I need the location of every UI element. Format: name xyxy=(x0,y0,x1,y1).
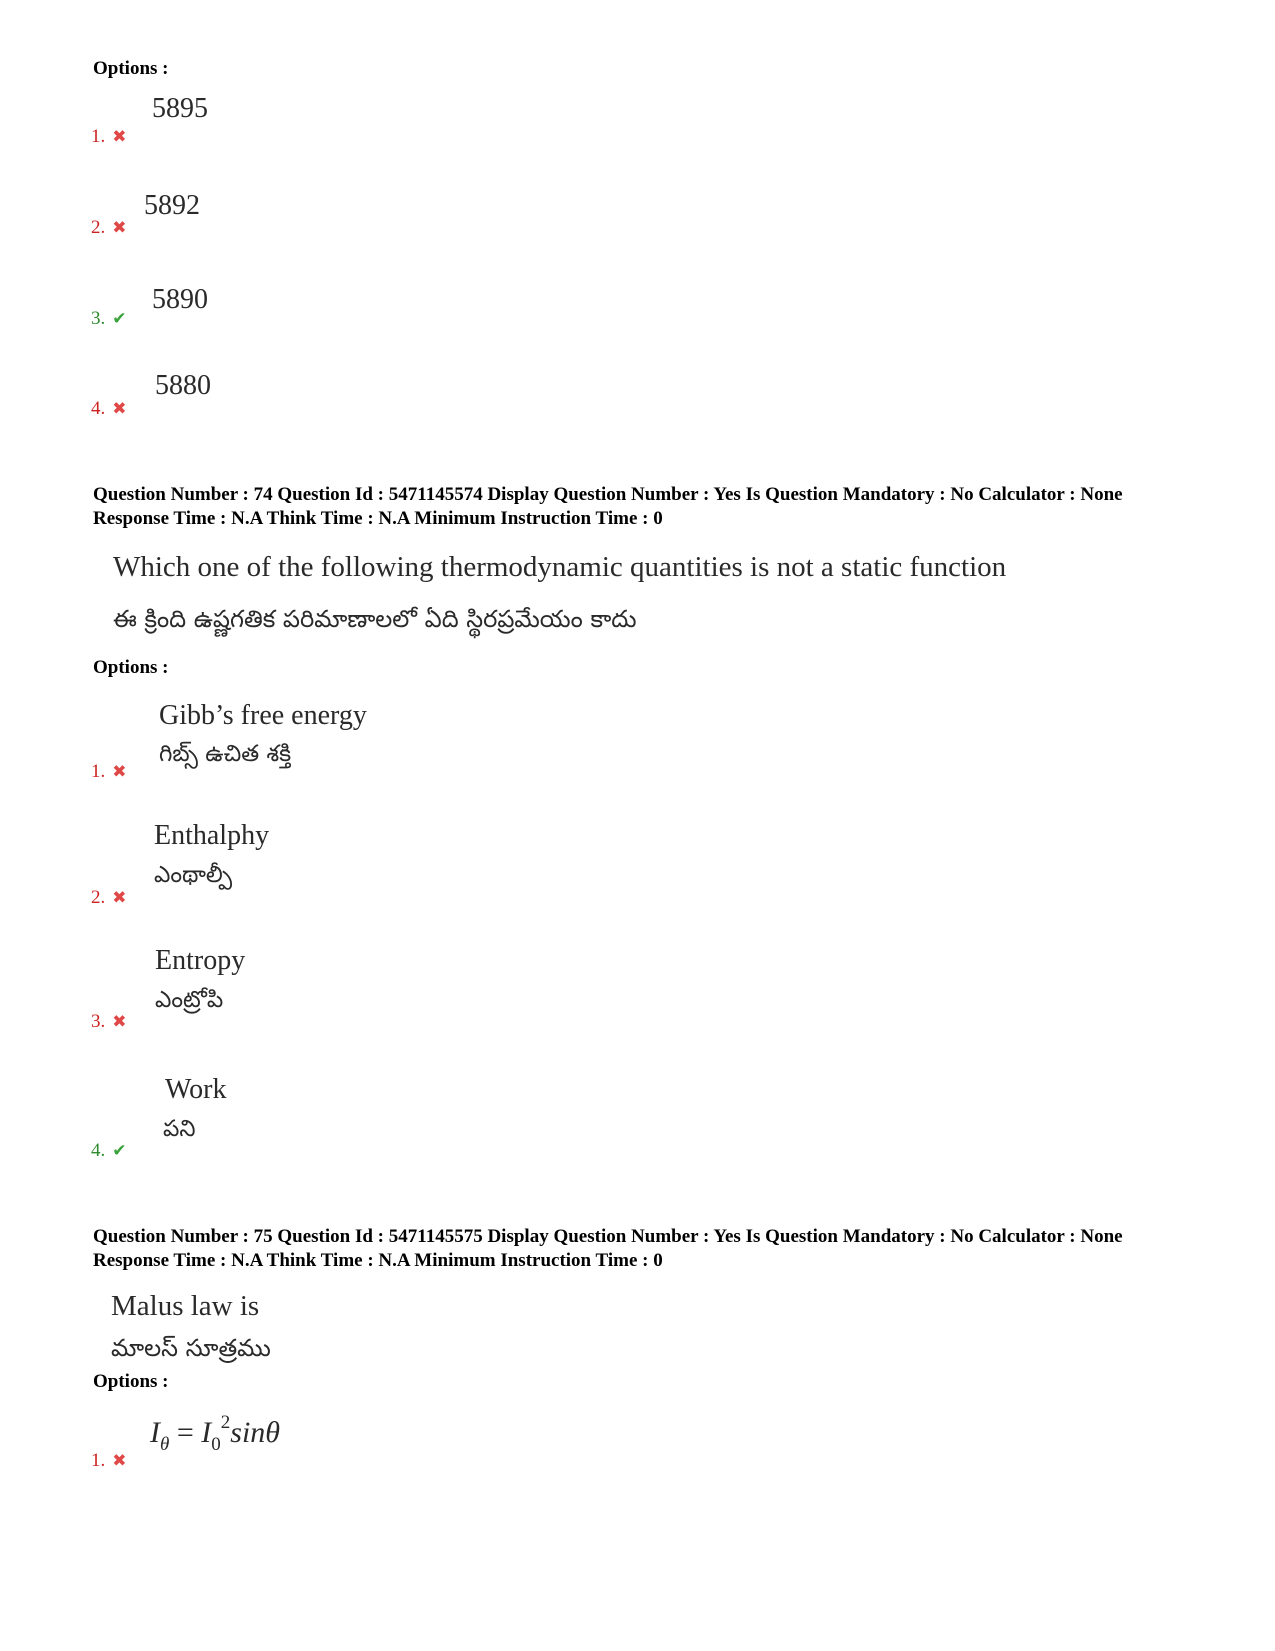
cross-icon: ✖ xyxy=(112,1012,127,1031)
q73-option-3-number: 3. ✔ xyxy=(91,308,127,329)
q75-question-telugu: మాలస్ సూత్రము xyxy=(111,1334,271,1362)
q74-metadata: Question Number : 74 Question Id : 5471145574 Display Question Number : Yes Is Question Mandatory : No Calculator : None Response Time : N.A Think Time : N.A Minimum Instruction Time : 0 xyxy=(93,484,1123,529)
options-label: Options : xyxy=(93,58,169,79)
q74-option-4-telugu: పని xyxy=(163,1116,196,1142)
options-label: Options : xyxy=(93,657,169,678)
options-label: Options : xyxy=(93,1371,169,1392)
q74-question-telugu: ఈ క్రింది ఉష్ణగతిక పరిమాణాలలో ఏది స్థిరప్రమేయం కాదు xyxy=(113,605,637,633)
q73-option-2-number: 2. ✖ xyxy=(91,217,127,238)
q74-option-1-number: 1. ✖ xyxy=(91,761,127,782)
cross-icon: ✖ xyxy=(112,762,127,781)
q74-option-1-telugu: గిబ్స్ ఉచిత శక్తి xyxy=(159,741,292,767)
q74-option-3-telugu: ఎంట్రోపి xyxy=(155,987,224,1013)
cross-icon: ✖ xyxy=(112,218,127,237)
q74-option-3-english: Entropy xyxy=(155,945,246,976)
q74-option-4-number: 4. ✔ xyxy=(91,1140,127,1161)
cross-icon: ✖ xyxy=(112,1451,127,1470)
q74-question-english: Which one of the following thermodynamic quantities is not a static function xyxy=(113,551,1007,583)
q75-metadata: Question Number : 75 Question Id : 5471145575 Display Question Number : Yes Is Question Mandatory : No Calculator : None Response Time : N.A Think Time : N.A Minimum Instruction Time : 0 xyxy=(93,1226,1123,1271)
q75-option-1-formula: $I_\theta = I_0^2\sin\theta$ xyxy=(150,1412,281,1455)
check-icon: ✔ xyxy=(112,309,127,328)
q74-option-2-english: Enthalphy xyxy=(154,820,270,851)
q74-option-1-english: Gibb’s free energy xyxy=(159,700,367,731)
q73-option-4-text: 5880 xyxy=(155,370,211,401)
check-icon: ✔ xyxy=(112,1141,127,1160)
q75-question-english: Malus law is xyxy=(111,1290,260,1322)
q73-option-1-number: 1. ✖ xyxy=(91,126,127,147)
q74-option-4-english: Work xyxy=(165,1074,227,1105)
cross-icon: ✖ xyxy=(112,888,127,907)
q75-option-1-number: 1. ✖ xyxy=(91,1450,127,1471)
q74-option-2-telugu: ఎంథాల్పీ xyxy=(154,862,233,888)
q73-option-1-text: 5895 xyxy=(152,93,208,124)
cross-icon: ✖ xyxy=(112,127,127,146)
cross-icon: ✖ xyxy=(112,399,127,418)
q73-option-3-text: 5890 xyxy=(152,284,208,315)
q74-option-3-number: 3. ✖ xyxy=(91,1011,127,1032)
q73-option-2-text: 5892 xyxy=(144,190,200,221)
q74-option-2-number: 2. ✖ xyxy=(91,887,127,908)
q73-option-4-number: 4. ✖ xyxy=(91,398,127,419)
